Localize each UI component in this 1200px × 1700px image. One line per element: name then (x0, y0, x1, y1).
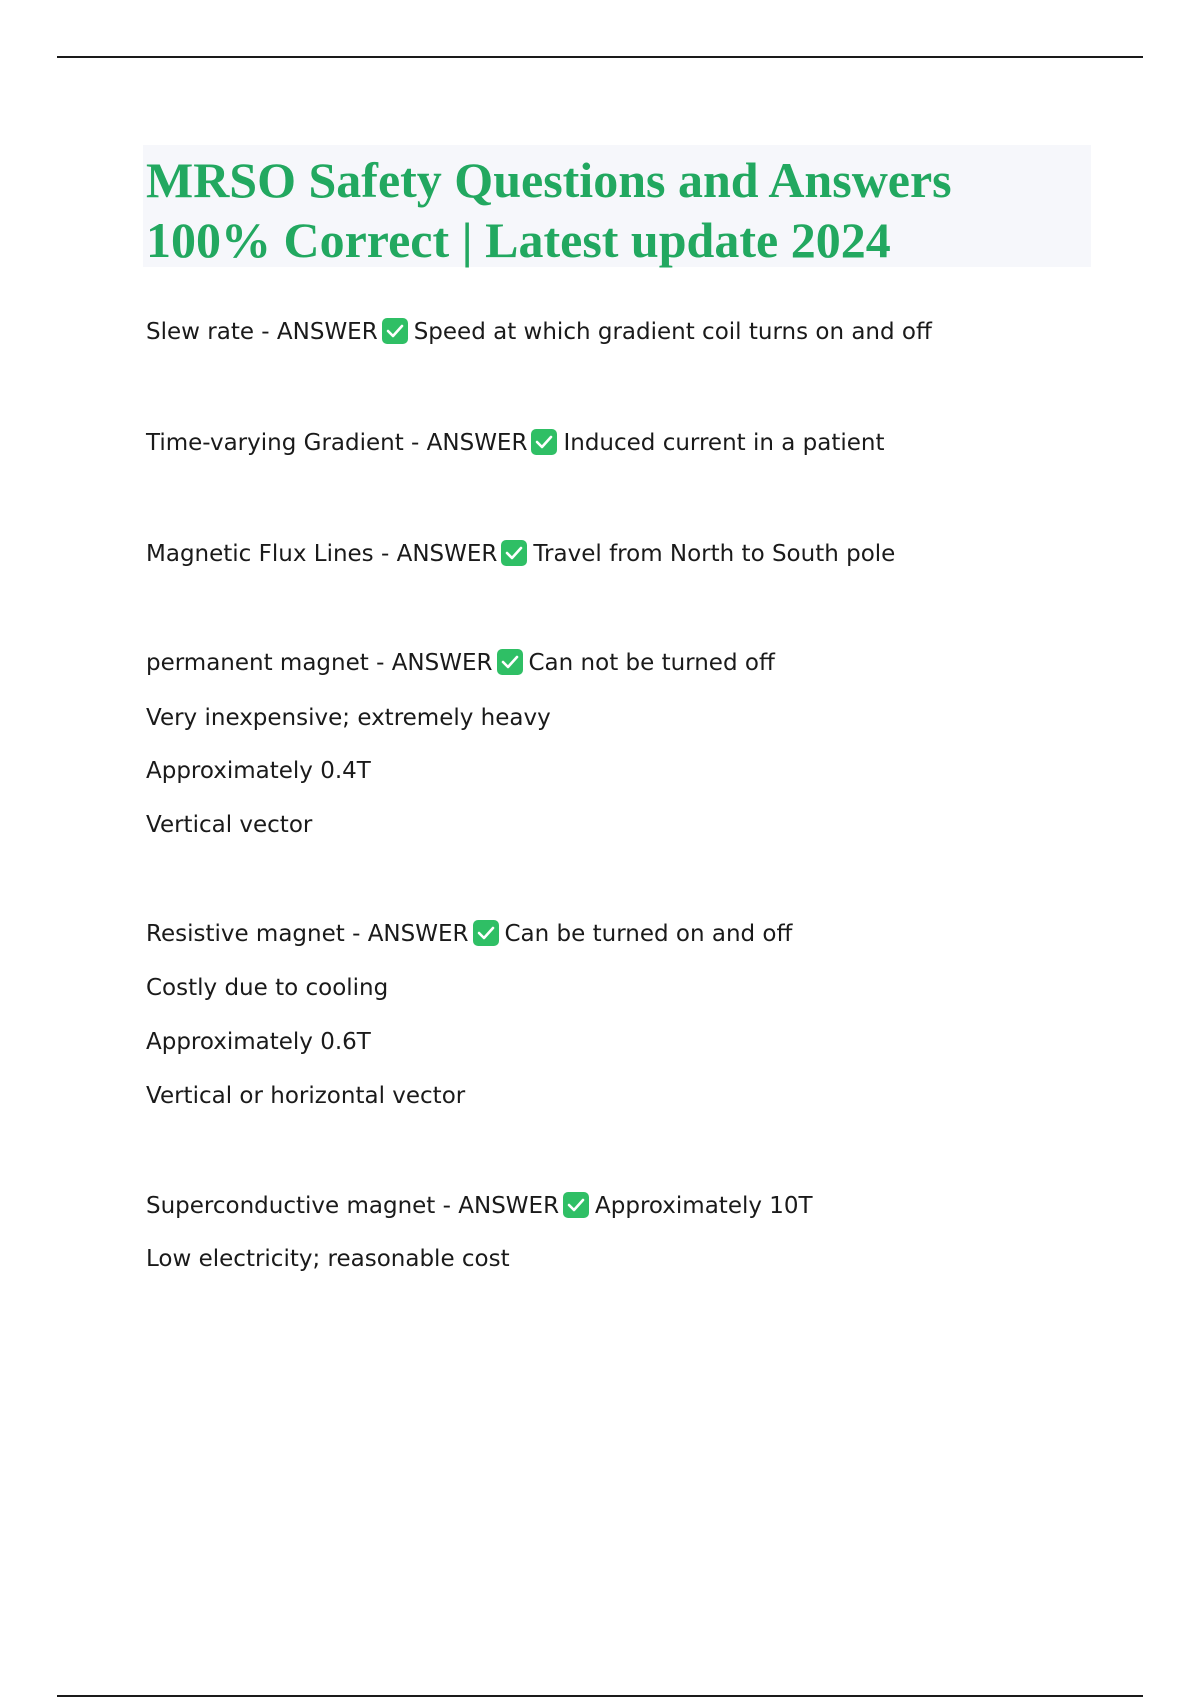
answer-detail: Approximately 0.6T (146, 1029, 371, 1055)
qa-line: permanent magnet - ANSWER Can not be turned off (146, 650, 775, 676)
question-term: Slew rate (146, 319, 254, 345)
check-box-icon (497, 649, 523, 675)
answer-marker: ANSWER (276, 319, 378, 345)
title-line-2: 100% Correct | Latest update 2024 (146, 212, 891, 268)
answer-detail: Vertical vector (146, 812, 313, 838)
top-rule (57, 56, 1143, 58)
answer-text: Can be turned on and off (504, 921, 793, 947)
qa-line: Time-varying Gradient - ANSWER Induced current in a patient (146, 430, 885, 456)
answer-detail: Very inexpensive; extremely heavy (146, 705, 551, 731)
answer-text: Travel from North to South pole (533, 541, 896, 567)
title-line-1: MRSO Safety Questions and Answers (146, 152, 952, 208)
answer-detail: Vertical or horizontal vector (146, 1083, 466, 1109)
check-box-icon (563, 1192, 589, 1218)
answer-marker: ANSWER (458, 1193, 560, 1219)
bottom-rule (57, 1695, 1143, 1697)
question-term: Superconductive magnet (146, 1193, 436, 1219)
question-term: Resistive magnet (146, 921, 345, 947)
answer-detail: Approximately 0.4T (146, 758, 371, 784)
qa-line: Magnetic Flux Lines - ANSWER Travel from North to South pole (146, 541, 896, 567)
check-box-icon (382, 318, 408, 344)
answer-text: Induced current in a patient (563, 430, 885, 456)
answer-text: Speed at which gradient coil turns on and off (413, 319, 932, 345)
qa-line: Slew rate - ANSWER Speed at which gradient coil turns on and off (146, 319, 932, 345)
answer-detail: Costly due to cooling (146, 975, 389, 1001)
question-term: Magnetic Flux Lines (146, 541, 374, 567)
question-term: Time-varying Gradient (146, 430, 404, 456)
answer-marker: ANSWER (426, 430, 528, 456)
qa-line: Resistive magnet - ANSWER Can be turned on and off (146, 921, 793, 947)
answer-marker: ANSWER (391, 650, 493, 676)
check-box-icon (501, 540, 527, 566)
answer-text: Approximately 10T (595, 1193, 813, 1219)
qa-line: Superconductive magnet - ANSWER Approximately 10T (146, 1193, 813, 1219)
answer-text: Can not be turned off (528, 650, 775, 676)
check-box-icon (473, 920, 499, 946)
answer-marker: ANSWER (396, 541, 498, 567)
answer-marker: ANSWER (367, 921, 469, 947)
question-term: permanent magnet (146, 650, 369, 676)
check-box-icon (531, 429, 557, 455)
answer-detail: Low electricity; reasonable cost (146, 1246, 510, 1272)
document-title (146, 150, 1086, 270)
